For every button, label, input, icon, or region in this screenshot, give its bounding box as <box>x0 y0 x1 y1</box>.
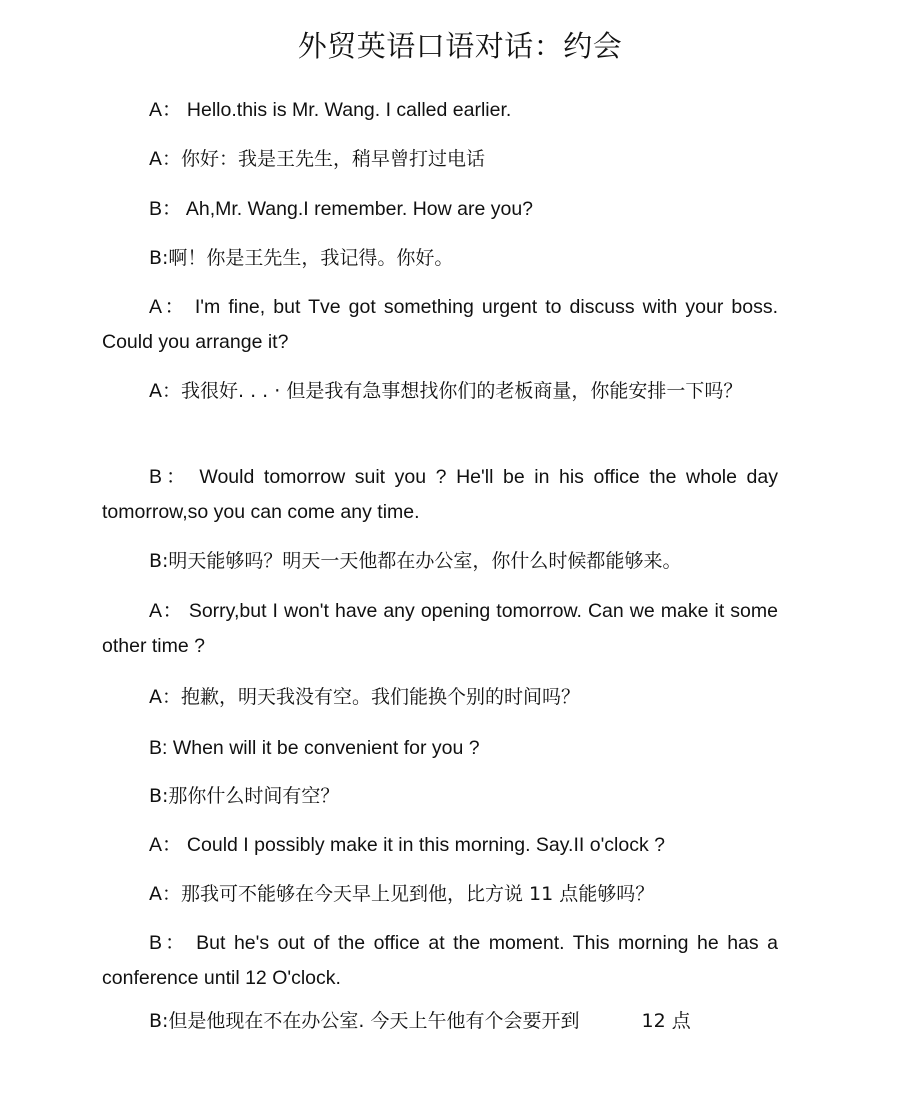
dialogue-line: B： But he's out of the office at the moment. This morning he has a conference until 12 O'clock. <box>102 932 778 989</box>
dialogue-line: B： Would tomorrow suit you ? He'll be in his office the whole day tomorrow,so you can come any time. <box>102 466 778 523</box>
dialogue-line-time: 12 点 <box>641 1010 691 1032</box>
dialogue-line: A：你好：我是王先生，稍早曾打过电话 <box>149 148 485 170</box>
dialogue-line-text: B:但是他现在不在办公室. 今天上午他有个会要开到 <box>149 1010 580 1032</box>
dialogue-line: A：那我可不能够在今天早上见到他，比方说 11 点能够吗？ <box>149 883 655 905</box>
dialogue-line: B： Ah,Mr. Wang.I remember. How are you? <box>149 198 534 220</box>
dialogue-line: B:啊！你是王先生，我记得。你好。 <box>149 247 454 269</box>
dialogue-line: B:明天能够吗？明天一天他都在办公室，你什么时候都能够来。 <box>149 550 682 572</box>
dialogue-line: B: When will it be convenient for you ? <box>149 737 480 759</box>
dialogue-line: A： Sorry,but I won't have any opening tomorrow. Can we make it some other time ? <box>102 600 778 657</box>
dialogue-line: A：我很好. . . · 但是我有急事想找你们的老板商量，你能安排一下吗？ <box>149 380 743 402</box>
dialogue-line: A： Hello.this is Mr. Wang. I called earlier. <box>149 99 512 121</box>
dialogue-line: B:那你什么时间有空？ <box>149 785 340 807</box>
dialogue-line-last <box>102 1004 778 1039</box>
dialogue-line: A： Could I possibly make it in this morning. Say.II o'clock ? <box>149 834 665 856</box>
dialogue-line: A：抱歉，明天我没有空。我们能换个别的时间吗？ <box>149 686 580 708</box>
dialogue-line: A： I'm fine, but Tve got something urgent to discuss with your boss. Could you arrange it? <box>102 296 778 353</box>
document-title: 外贸英语口语对话：约会 <box>297 29 623 63</box>
